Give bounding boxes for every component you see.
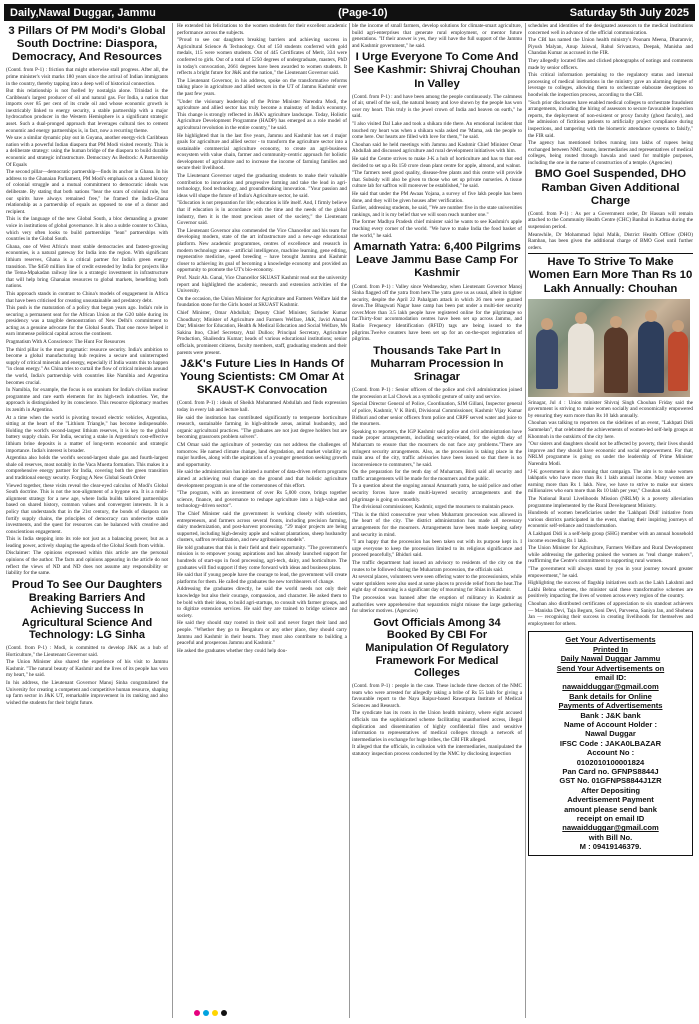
- article-subhead: Pragmatism With A Conscience: The Hunt For Resources: [6, 339, 126, 346]
- advertisement-box: [528, 631, 693, 855]
- ad-line: Bank details for Online: [569, 691, 652, 701]
- article-paragraph: Earlier, addressing students, he said, "We are number five in the state universities rankings, and it is my belief that we will soon reach number one.": [352, 205, 522, 218]
- article-paragraph: "J-K government is also running that campaign. The aim is to make women lakhpatis who have more than Rs 1 lakh annual income. Many women are earning more than Rs 1 lakh. Now, we have to strive to make our sisters millionaires who earn more than Rs 10 lakh per year," Chouhan said.: [528, 468, 693, 495]
- article-paragraph: (Contd. from P-1) : Valley since Wednesday, when Lieutenant Governor Manoj Sinha flagged off the yatra from here.The yatra gave us as usual, albeit in tighter security, despite the April 22 Pahalgam attack in which 26 men were gunned down.The Bhagwati Nagar base camp has been put under a multi-tier security cover.More than 3.5 lakh people have registered online for the pilgrimage so far.Thirty-four accommodation centres have been set up across Jammu, and Radio Frequency Identification (RFID) tags are being issued to the pilgrims.Twelve counters have been set up for an on-the-spot registration of pilgrims.: [352, 283, 522, 343]
- ad-line: Printed In: [592, 644, 629, 654]
- headline-proud-daughters: Proud To See Our Daughters Breaking Barriers And Achieving Success In Agricultural Science And Technology: LG Sinha: [11, 578, 163, 642]
- ad-line: Daily Nawal Duggar Jammu: [560, 654, 661, 664]
- ad-line: After Depositing: [580, 785, 641, 795]
- article-paragraph: "Such prior disclosures have enabled medical colleges to orchestrate fraudulent arrangements, including the hiring of assessors to secure favourable inspection reports, the deployment of non-existent or proxy faculty (ghost faculty), and the admission of fictitious patients to artificially project compliance during inspections, and tampering with the biometric attendance systems to falsify," the FIR said.: [528, 99, 693, 139]
- article-paragraph: "Our sisters and daughters should not be affected by poverty, their lives should improve and they should have economic and social empowerment. For that, NRLM programme is going on under the leadership of Prime Minister Narendra Modi.: [528, 441, 693, 468]
- ad-line: amount please send bank: [564, 804, 657, 814]
- ad-line: M : 09419146379.: [579, 842, 642, 852]
- article-paragraph: The former Madhya Pradesh chief minister said he wants to see Kashmir's apple reaching every corner of the world. "We have to make India the food basket of the world," he said.: [352, 219, 522, 239]
- article-paragraph: "The program, with an investment of over Rs 5,000 crore, brings together science, finance, and governance to reshape agriculture into a high-value and technology-driven sector".: [177, 490, 347, 510]
- article-paragraph: "I also visited Dal Lake and took a shikara ride there. An emotional incident that touched my heart was when a shikara wala asked me 'Mama, ask the people to come here. Our hearts are filled with love for them,'" he said.: [352, 121, 522, 141]
- article-paragraph: It alleged that the officials, in collusion with the intermediaries, manipulated the statutory inspection process conducted by the NMC by disclosing inspection: [352, 744, 522, 757]
- article-paragraph: (Contd. from P-1) : friction that might otherwise stall progress. After all, the prime minister's visit marks 180 years since the arrival of Indian immigrants in the country, thereby tapping into a deep well of historical connection.: [6, 67, 168, 87]
- article-paragraph: Viewed together, these visits reveal the clear-eyed calculus of Modi's Global South doctrine. This is not the non-alignment of a bygone era. It is a multi-alignment strategy for a new age, where India builds tailored partnerships based on shared history, common values and convergent interests. It is a policy that understands that in the 21st century, the bonds of diaspora can fortify supply chains, the principles of democracy can underwrite stable investments, and the quest for resources can be balanced with creative and conscientious engagement.: [6, 482, 168, 535]
- article-paragraph: He said the institution has contributed significantly to temperate horticulture research, sustainable farming in high-altitude areas, animal husbandry, and organic agricultural practices. "The graduates are not just degree holders but are becoming grassroots problem solvers".: [177, 414, 347, 441]
- article-paragraph: Ghana, one of West Africa's most stable democracies and fastest-growing economies, is a natural gateway for India into the region. With significant lithium reserves, Ghana is a critical partner for India's green energy transition. The $450 million line of credit extended by India for projects like the Tema-Mpakadan railway line is a strategic investment in infrastructure that will help bring Ghanaian resources to global markets, benefiting both nations.: [6, 243, 168, 290]
- registration-dot: [221, 1010, 227, 1016]
- article-paragraph: This approach stands in contrast to China's models of engagement in Africa that have been criticised for creating unsustainable and predatory debt.: [6, 290, 168, 304]
- ad-line: Nawal Duggar: [585, 729, 636, 739]
- article-paragraph: He extended his felicitations to the women students for their excellent academic performance across the subjects.: [177, 23, 347, 36]
- headline-urge-see-kashmir: I Urge Everyone To Come And See Kashmir: Shivraj Chouhan In Valley: [353, 51, 521, 90]
- article-paragraph: Prof. Nazir Ah. Ganai, Vice Chancellor SKUAST Kashmir read out the university report and highlighted the academic, research and extension activities of the University.: [177, 274, 347, 295]
- newspaper-page: [4, 23, 695, 1018]
- ad-line: Advertisement Payment: [567, 795, 654, 805]
- article-paragraph: The Union Minister for Agriculture, Farmers Welfare and Rural Development while addressing the gathering praised the women as "real change makers", reaffirming the Centre's commitment to supporting rural women.: [528, 545, 693, 565]
- article-paragraph: The syndicate has its roots in the Union health ministry, where eight accused officials ran the sophisticated scheme facilitating unauthorised access, illegal duplication and dissemination of highly confidential files and sensitive information to representatives of medical colleges through a network of intermediaries in exchange for huge bribes, the CBI FIR alleged.: [352, 710, 522, 743]
- headline-jk-future-young-scientists: J&K's Future Lies In Hands Of Young Scientists: CM Omar At SKAUST-K Convocation: [180, 358, 344, 397]
- article-disclaimer: Disclaimer: The opinions expressed within this article are the personal opinions of the author. The facts and opinions appearing in the article do not reflect the views of ND and ND does not assume any responsibility or liability for the same.: [6, 550, 168, 577]
- article-paragraph: Chouhan was talking to reporters on the sidelines of an event, "Lakhpati Didi Sammelan", that celebrated the achievements of women-led self-help groups at Khonmoh in the outskirts of the city here.: [528, 420, 693, 440]
- article-paragraph: At several places, volunteers were seen offering water to the processionists, while water sprinklers were also used at some places to provide relief from the heat.The eight day of mourning is a significant day of mourning for Shias in Kashmir.: [352, 574, 522, 594]
- headline-cbi-medical-colleges: Govt Officials Among 34 Booked By CBI For Manipulation Of Regulatory Framework For Medical Colleges: [365, 616, 509, 680]
- article-paragraph: The Union Minister also shared the experience of his visit to Jammu Kashmir. "The natural beauty of Kashmir and the lives of its people has won my heart," he said.: [6, 659, 168, 679]
- article-paragraph: A Lakhpati Didi is a self-help group (SHG) member with an annual household income exceeding Rs 1 lakh.: [528, 530, 693, 544]
- article-paragraph: Addressing the graduates directly, he said the world needs not only their knowledge but also their courage, compassion, and character. He asked them to be bold with their ideas, to build agri-startups, to consult with farmer groups, and to digitize extension services. He said they are trained to bridge science and society.: [177, 586, 347, 619]
- ad-line: Bank : J&K bank: [580, 710, 641, 720]
- ad-line: IFSC Code : JAKA0LBAZAR: [559, 738, 662, 748]
- ad-line: Name of Account Holder :: [564, 719, 657, 729]
- article-paragraph: He highlighted that in the last five years, Jammu and Kashmir has set 4 major goals for agriculture and allied sector - to transform the agriculture sector into a sustainable commercial agriculture economy, to create an agri-business ecosystem with value chain, farmer and community-centric approach for holistic development of agriculture and to increase the income of farming families and secure their livelihood.: [177, 132, 347, 172]
- article-paragraph: The Lieutenant Governor urged the graduating students to make their valuable contribution to innovation and progressive farming and take the lead in agri-technology, food technology, and groundbreaking innovation. "Your passion and ideas will shape the future of India's Agriculture sector, he said.: [177, 173, 347, 199]
- article-paragraph: The procession was banned after the eruption of militancy in Kashmir as authorities were apprehensive that separatists might misuse the large gathering for ulterior motives. (Agencies): [352, 594, 522, 615]
- article-paragraph: This push is the maturation of a policy that began years ago. India's role in securing a permanent seat for the African Union at the G20 table during its presidency was a tangible demonstration of New Delhi's commitment to acting as a genuine advocate for the Global South. That one move helped it earn immense political capital across the continent.: [6, 305, 168, 338]
- header-date: Saturday 5th July 2025: [569, 6, 689, 19]
- article-paragraph: "The farmers need good quality, disease-free plants and this centre will provide that. Subsidy will also be given to those who set up private nurseries. A tissue culture lab for saffron will moreover be established," he said.: [352, 170, 522, 190]
- article-paragraph: The Chief Minister said the government is working closely with scientists, entrepreneurs, and farmers across several fronts, including precision farming, dairy modernization, and post-harvest processing. "29 major projects are being supported, including high-density apple and walnut plantations, sheep husbandry clusters, saffron revitalization, and new agribusiness models".: [177, 510, 347, 544]
- header-page-number: (Page-10): [338, 6, 388, 19]
- ad-line: with Bill No.: [588, 832, 633, 842]
- column-divider: [525, 23, 526, 1018]
- article-paragraph: The Lieutenant Governor also commended the Vice Chancellor and his team for developing modern, state of the art infrastructure and a new-age educational platform. New academic programmes, centres of excellence and research in modern technology areas – artificial intelligence, machine learning, gene editing, regenerative medicine, speed breeding – have brought Jammu and Kashmir closer to achieving its goal of becoming a knowledge economy and provided an opportunity to promote the UT's bio-economy.: [177, 227, 347, 274]
- article-paragraph: Chouhan also distributed certificates of appreciation to six standout achievers — Manisha Devi, Taja Begum, Soni Devi, Parveena, Saniya Jan, and Shobena Jan — recognising their success in creating livelihoods for themselves and employment for others.: [528, 600, 693, 627]
- article-paragraph: The divisional commissioner, Kashmir, urged the mourners to maintain peace.: [352, 504, 515, 511]
- article-paragraph: He said they should stay rooted in their soil and never forget their land and people. "Whether they go to Bengaluru or any other place, they should carry Jammu and Kashmir in their hearts. They must also contribute to building a peaceful and prosperous Jammu and Kashmir.": [177, 620, 347, 647]
- article-paragraph: To a question about the ongoing annual Amarnath yatra, he said police and other security forces have made multi-layered security arrangements and the pilgrimage is going on smoothly.: [352, 483, 522, 503]
- registration-dot: [212, 1010, 218, 1016]
- page-header-bar: [4, 4, 695, 21]
- article-paragraph: Srinagar, Jul 4 : Union minister Shivraj Singh Chouhan Friday said the government is striving to make women socially and economically empowered by ensuring they earn more than Rs 10 lakh annually.: [528, 399, 693, 419]
- article-paragraph: (Contd. from P-1) : As per a Government order, Dr Hassan will remain attached to the Community Health Centre (CHC) Banihal in Kathua during the suspension period.: [528, 210, 693, 230]
- article-paragraph: The second pillar—democratic partnership—finds its anchor in Ghana. In his address to the Ghanaian Parliament, PM Modi's emphasis on a shared history of colonial struggle and a mutual commitment to democratic ideals was deliberate. By stating that both nations "bear the scars of colonial rule, but our spirits have always remained free," he framed the India-Ghana relationship as a partnership of equals as opposed to one of a donor and recipient.: [6, 169, 168, 215]
- article-paragraph: He told graduates that this is their field and their opportunity. "The government's mission is to empower young aspirations and has already launched support for hundreds of start-ups in food processing, agri-tech, dairy, and horticulture. The graduates will find support if they come forward with ideas and business plans.: [177, 544, 347, 571]
- article-paragraph: He said that under the PM Awaas Yojana, a survey of five lakh people has been done, and they will be given houses after verification.: [352, 191, 522, 204]
- registration-dot: [194, 1010, 200, 1016]
- article-paragraph: "Proud to see our daughters breaking barriers and achieving success in Agricultural Science & Technology. Out of 150 students conferred with gold medals, 115 were women students. Out of 445 Certificates of Merit, 334 were conferred to girls. Out of a total of 5250 degrees of undergraduate, masters, PhD in today's convocation, 2661 degrees have been awarded to women students. It reflects a bright future for J&K and the nation," the Lieutenant Governor said.: [177, 37, 347, 77]
- headline-pm-modi-global-south: 3 Pillars Of PM Modi's Global South Doctrine: Diaspora, Democracy, And Resources: [8, 25, 166, 64]
- column-4: [528, 23, 693, 1018]
- article-paragraph: The Lieutenant Governor, in his address, spoke on the transformative reforms taking place in agriculture and allied sectors in the UT of Jammu Kashmir over the past few years.: [177, 77, 347, 97]
- ad-line: Account No :: [586, 748, 635, 758]
- ad-line: Get Your Advertisements: [565, 635, 656, 645]
- article-paragraph: "The government will always stand by you in your journey toward greater empowerment," he said.: [528, 565, 693, 579]
- article-paragraph: "I am happy that the procession has been taken out with its purpose kept in. I urge everyone to keep the procession limited to its religious significance and proceed peacefully," Bhiduri said.: [352, 539, 522, 559]
- headline-muharram-procession: Thousands Take Part In Muharram Procession In Srinagar: [370, 344, 504, 384]
- article-paragraph: This critical information pertaining to the regulatory status and internal processing of medical institutions in the ministry gave an alarming degree of leverage to colleges, allowing them to orchestrate elaborate deceptions to hoodwink the inspection process, according to the CBI.: [528, 72, 693, 98]
- article-paragraph: Argentina also holds the world's second-largest shale gas and fourth-largest shale oil reserves, most notably in the Vaca Muerta formation. This makes it a comprehensive energy partner for India, covering both the green transition and traditional energy security. Forging A New Global South Order: [6, 455, 168, 481]
- article-paragraph: The CBI has named the Union health ministry's Poonam Meena, Dharamvir, Piyush Malyan, Anup Jaiswal, Rahul Srivastava, Deepak, Manisha and Chandan Kumar as accused in the FIR.: [528, 37, 693, 57]
- article-paragraph: (Contd. from P-1) : and have been among the people continuously. The calmness of air, smell of the soil, the natural beauty and love shown by the people has won over my heart. This truly is the jewel crown of India and heaven on earth," he said.: [352, 93, 522, 120]
- headline-women-earn-10-lakh: Have To Strive To Make Women Earn More Than Rs 10 Lakh Annually: Chouhan: [528, 253, 693, 295]
- article-paragraph: CM Omar said the agriculture of yesterday can not address the challenges of tomorrow. He named climate change, land degradation, and market volatility as major hurdles, along with the aspirations of a younger generation seeking growth and opportunity.: [177, 441, 347, 468]
- article-paragraph: (Contd. from P-1) : ideals of Sheikh Mohammed Abdullah and finds expression today in every lab and lecture hall.: [177, 400, 347, 414]
- article-paragraph: The agency has mentioned bribes running into lakhs of rupees being exchanged between NMC teams, intermediaries and representatives of medical colleges, being routed through hawala and used for multiple purposes, including the one in the name of construction of a temple. (Agencies): [528, 140, 693, 166]
- column-divider: [349, 23, 350, 1018]
- article-paragraph: Speaking to reporters, the IGP Kashmir said police and civil administration have made proper arrangements, including security-related, for the eighth day of Muharram to ensure that the mourners do not face any problems."There are stringent security arrangements. Also, as the procession is taking place in the main area of the city, traffic advisories have been issued so that there is no inconvenience to commuters," he said.: [352, 428, 522, 468]
- ad-line: Payments of Advertisements: [558, 701, 663, 711]
- article-paragraph: "Under the visionary leadership of the Prime Minister Narendra Modi, the agriculture and allied sector has truly become a mainstay of India's economy. This change is strongly reflected in J&K's agriculture landscape. Today, Holistic Agriculture Development Programme (HADP) has emerged as a role model of agricultural revolution in the entire country," he said.: [177, 98, 347, 131]
- article-paragraph: (Contd. from P-1) : people in the case. These include three doctors of the NMC team who were arrested for allegedly taking a bribe of Rs 55 lakh for giving a favourable report to the Naya Raipur-based Rawatpura Institute of Medical Sciences and Research.: [352, 682, 522, 709]
- article-paragraph: At a time when the world is pivoting toward electric vehicles, Argentina, sitting at the heart of the "Lithium Triangle," has become indispensable. Holding the world's second-largest lithium reserves, it is key to the global battery supply chain. For India, securing a stake in Argentina's cost-effective lithium brine deposits is a matter of long-term economic and strategic importance. India's interest is broader.: [6, 414, 168, 454]
- lakhpati-didi-event-photo: [528, 299, 690, 397]
- article-paragraph: ble the income of small farmers, develop solutions for climate-smart agriculture, build agri-enterprises that generate rural employment, or mentor future generations. "If their answer is yes, they will have the full support of the Jammu and Kashmir government," he said.: [352, 23, 522, 49]
- article-paragraph: (Contd. from P-1) : Modi, is committed to develop J&K as a hub of Horticulture," the Lieutenant Governor said.: [6, 645, 168, 658]
- article-paragraph: Chouhan said he held meetings with Jammu and Kashmir Chief Minister Omar Abdullah and discussed agriculture and rural development initiatives with him.: [352, 141, 522, 155]
- column-3: [352, 23, 522, 1018]
- article-paragraph: He said the Centre strives to make J-K a hub of horticulture and has to that end decided to set up a Rs 150 crore clean plant centre for apple, almond, and walnut.: [352, 156, 522, 169]
- article-paragraph: Chief Minister, Omar Abdullah; Deputy Chief Minister, Surinder Kumar Choudhary; Minister of Agriculture and Farmers Welfare, J&K, Javid Ahmad Dar; Minister for Education, Health & Medical Education and Social Welfare, Ms Sakina Itoo, Chief Secretary, Atal Dulloo; Principal Secretary, Agriculture Production, Shailendra Kumar; heads of various educational institutions; senior officials, prominent citizens, faculty members, staff, graduating students and their parents were present.: [177, 309, 347, 356]
- ad-line: GST No. 01GFNPS8844J1ZR: [559, 776, 662, 786]
- article-paragraph: (Contd. from P-1) : Senior officers of the police and civil administration joined the procession at Lal Chowk as a symbolic gesture of unity and service.: [352, 387, 522, 400]
- ad-line: email ID:: [594, 672, 627, 682]
- ad-line: nawaidduggar@gmail.com: [562, 823, 659, 833]
- ad-line: 0102010100001824: [576, 757, 645, 767]
- article-paragraph: schedules and identities of the designated assessors to the medical institutions concerned well in advance of the official communication.: [528, 23, 693, 36]
- article-paragraph: This is India stepping into its role not just as a balancing power, but as a leading power, actively shaping the agenda of the Global South from within.: [6, 536, 168, 549]
- article-paragraph: In his address, the Lieutenant Governor Manoj Sinha congratulated the University for creating a competent and competitive human resource, shaping up farm sector in J&K UT, remarkable improvement in its ranking and also wished the students for their bright future.: [6, 680, 168, 706]
- headline-amarnath-yatra: Amarnath Yatra: 6,400 Pilgrims Leave Jammu Base Camp For Kashmir: [353, 241, 521, 280]
- registration-dot: [203, 1010, 209, 1016]
- article-paragraph: Meanwhile, Dr Mohammad Iqbal Malik, District Health Officer (DHO) Ramban, has been given the additional charge of BMO Goel until further orders.: [528, 231, 693, 251]
- ad-line: Pan Card no. GFNPS8844J: [562, 766, 659, 776]
- ad-line: Send Your Advertisements on: [556, 663, 665, 673]
- column-1: [6, 23, 168, 1018]
- ad-line: nawaidduggar@gmail.com: [562, 682, 659, 692]
- article-paragraph: The traffic department had issued an advisory to residents of the city on the routes to be followed during the Muharram procession, the officials said.: [352, 560, 522, 573]
- article-paragraph: Special Director General of Police, Coordination, SJM Gillani, Inspector general of police, Kashmir, V K Birdi, Divisional Commissioner, Kashmir Vijay Kumar Bidhuri and other senior officers from police and CRPF served water and juice to the mourners.: [352, 401, 522, 428]
- column-2: [177, 23, 347, 1018]
- article-paragraph: He asked the graduates whether they could help dou-: [177, 647, 288, 654]
- article-paragraph: But this relationship is not fuelled by nostalgia alone. Trinidad is the Caribbean's largest producer of oil and natural gas. For India, a nation that imports over 85 per cent of its crude oil and whose economic growth is inextricably linked to energy security, a stable partnership with a major hydrocarbon producer in the Western Hemisphere is a significant strategic asset. Such a dual-pronged approach that leverages cultural ties to cement economic and energy partnerships is, in fact, now a recurring theme.: [6, 88, 168, 134]
- article-paragraph: They allegedly located files and clicked photographs of notings and comments made by senior officers.: [528, 57, 693, 71]
- header-left: Daily,Nawal Duggar, Jammu: [10, 6, 156, 19]
- article-paragraph: Hundreds of women beneficiaries under the 'Lakhpati Didi' initiative from various districts participated in the event, sharing their inspiring journeys of economic self-reliance and transformation.: [528, 510, 693, 530]
- article-paragraph: He said that if young people have the courage to lead, the government will create platforms for them. He called the graduates the new torchbearers of change.: [177, 572, 347, 585]
- ad-line: receipt on email ID: [576, 814, 645, 823]
- registration-marks: [194, 1010, 227, 1016]
- article-paragraph: This is the language of the new Global South, a bloc demanding a greater voice in institutions of global governance. It is also a subtle counter to China, which very often looks to build partnerships "lean" partnerships with countries in the Global South.: [6, 216, 168, 243]
- article-paragraph: The National Rural Livelihoods Mission (NRLM) is a poverty alleviation programme implemented by the Rural Development Ministry.: [528, 496, 693, 509]
- article-paragraph: Highlighting the success of flagship initiatives such as the Lakh Lakshmi and Lakhi Behna schemes, the minister said these transformative schemes are positively impacting the lives of women across every region of the country.: [528, 580, 693, 600]
- article-paragraph: "Education is not preparation for life; education is life itself. And, I firmly believe that if education is in accordance with the time and the needs of the global industry, then it is the most precious asset of the society," the Lieutenant Governor said.: [177, 200, 347, 227]
- article-paragraph: On the occasion, the Union Minister for Agriculture and Farmers Welfare laid the foundation stone for the Girls hostel at SKUAST Kashmir.: [177, 295, 347, 309]
- article-paragraph: He said the administration has initiated a number of data-driven reform programs aimed at achieving real change on the ground and that holistic agriculture development program is one of the cornerstones of this effort.: [177, 469, 347, 489]
- article-paragraph: In Namibia, for example, the focus is on uranium for India's civilian nuclear programme and rare earth elements for its high-tech industries. Yet, the approach is distinguished by its conscience. This resource diplomacy reaches its zenith in Argentina.: [6, 387, 168, 414]
- article-paragraph: On the preparation for the tenth day of Muharram, Birdi said all security and traffic arrangements will be made for the mourners and the public.: [352, 469, 522, 482]
- headline-bmo-goel-suspended: BMO Goel Suspended, DHO Ramban Given Additional Charge: [534, 168, 687, 207]
- article-paragraph: We saw a similar dynamic play out in Guyana, another energy-rich Caribbean nation with a powerful Indian diaspora that PM Modi visited recently. This is a deliberate strategy: using the human bridge of the diaspora to build durable economic and strategic infrastructure. Democracy As Bedrock: A Partnership Of Equals: [6, 135, 168, 168]
- column-divider: [172, 23, 173, 1018]
- article-paragraph: "This is the third consecutive year when Muharram procession was allowed in the heart of the city. The district administration has made all necessary arrangements for the mourners. Arrangements have been made keeping safety and security in mind.: [352, 511, 522, 538]
- article-paragraph: The third pillar is the most pragmatic: resource security. India's ambition to become a global manufacturing hub requires a secure and uninterrupted supply of critical minerals and energy, especially if India wants this to happen "in clean energy." As China tries to curtail the flow of critical minerals around the world, India's partnership with countries like Namibia and Argentina becomes crucial.: [6, 346, 168, 386]
